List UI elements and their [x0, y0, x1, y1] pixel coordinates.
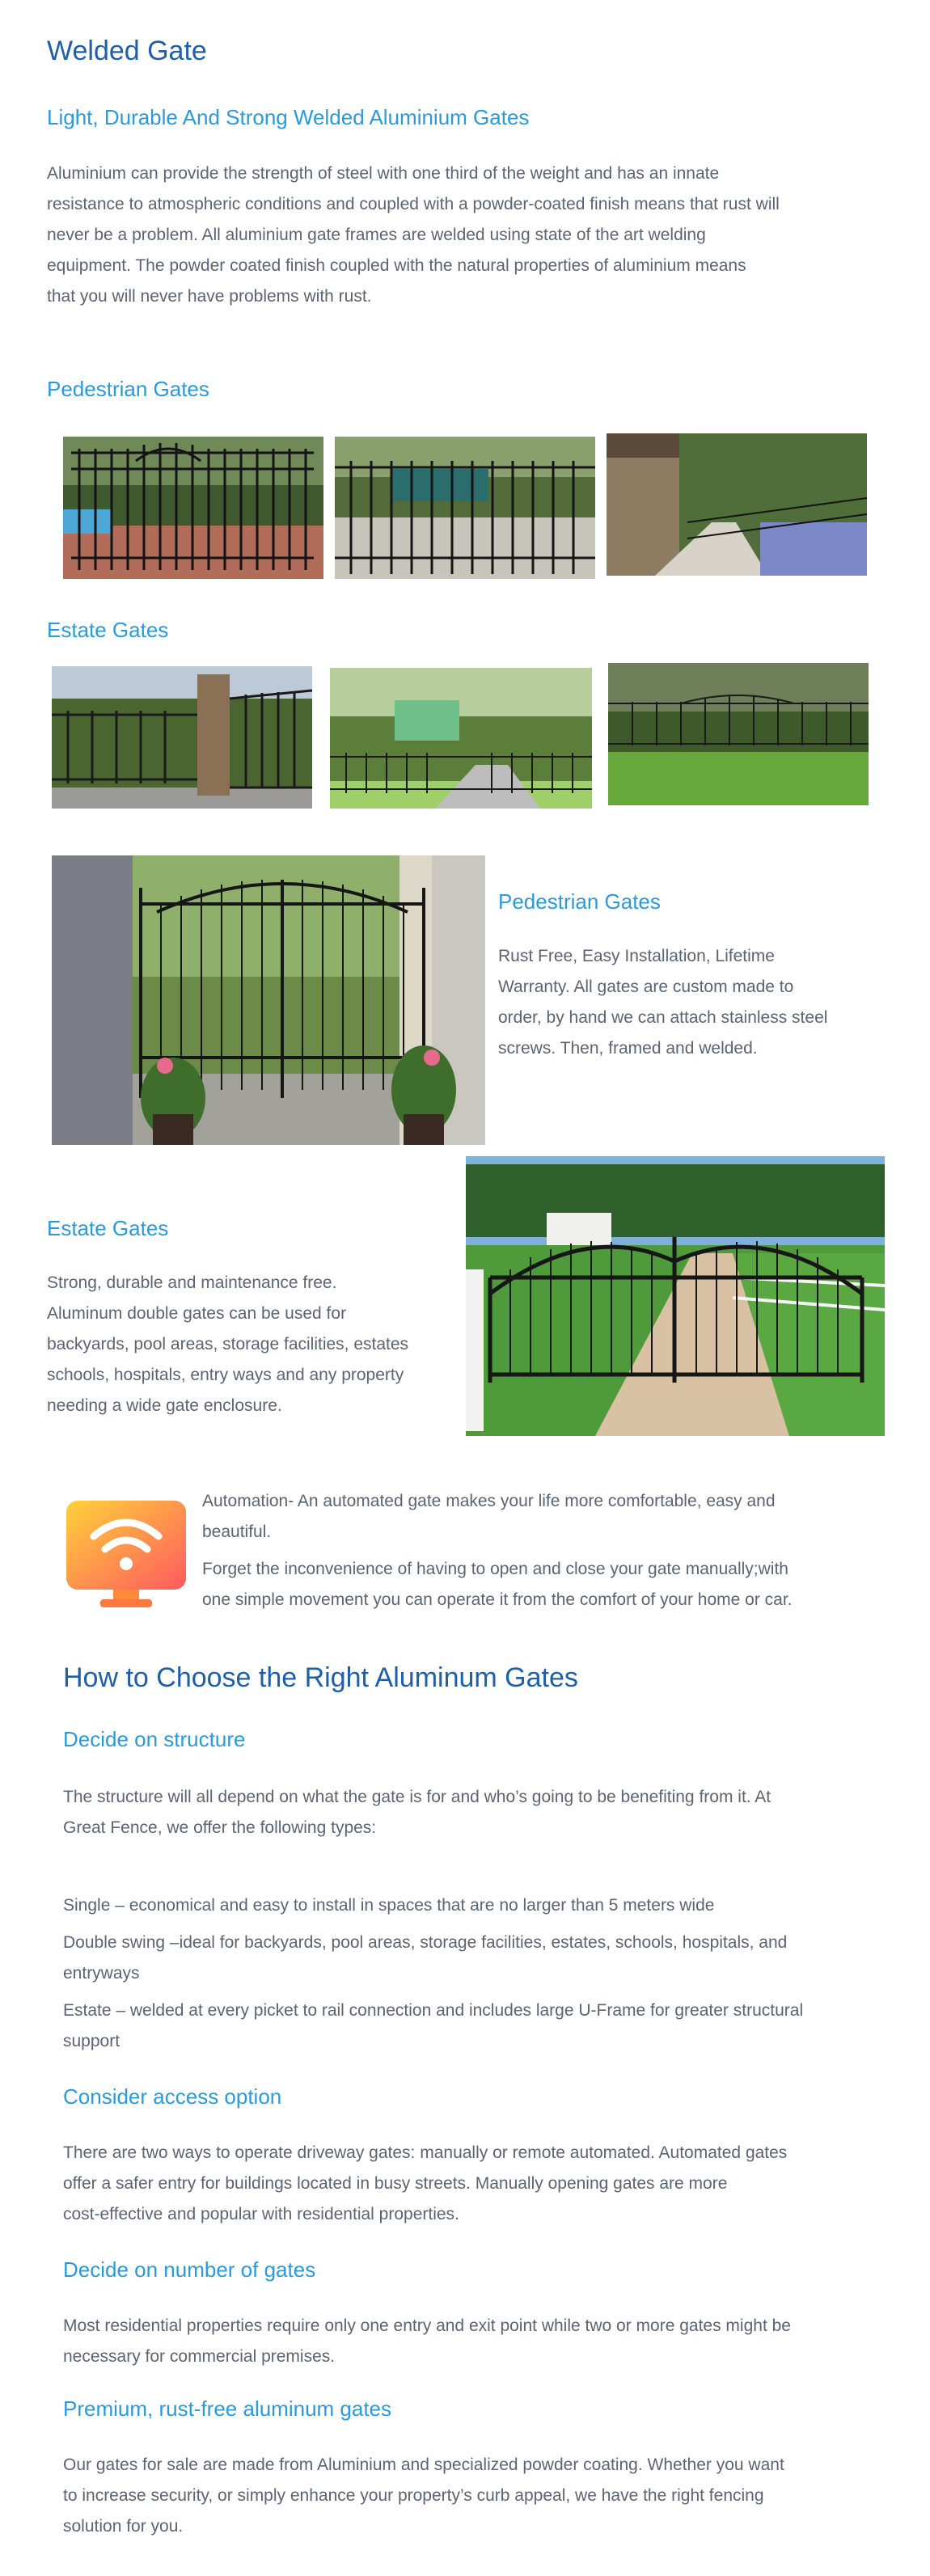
intro-line: equipment. The powder coated finish coupled with the natural properties of aluminium means — [47, 256, 746, 275]
page-subtitle: Light, Durable And Strong Welded Aluminium Gates — [47, 105, 530, 129]
automation-line: one simple movement you can operate it from the comfort of your home or car. — [202, 1590, 793, 1609]
feature-estate-line: Aluminum double gates can be used for — [47, 1304, 347, 1323]
pedestrian-gate-photo-3 — [607, 433, 867, 576]
intro-line: never be a problem. All aluminium gate frames are welded using state of the art welding — [47, 226, 706, 244]
premium-heading: Premium, rust-free aluminum gates — [63, 2397, 392, 2421]
automation-line: beautiful. — [202, 1522, 272, 1541]
feature-estate-line: needing a wide gate enclosure. — [47, 1396, 282, 1415]
intro-line: resistance to atmospheric conditions and coupled with a powder-coated finish means that rust will — [47, 195, 780, 213]
access-text: There are two ways to operate driveway gates: manually or remote automated. Automated gates — [63, 2143, 788, 2162]
structure-type-estate: Estate – welded at every picket to rail connection and includes large U-Frame for greater structural — [63, 2001, 804, 2020]
feature-pedestrian-heading: Pedestrian Gates — [498, 889, 661, 914]
premium-text: Our gates for sale are made from Aluminium and specialized powder coating. Whether you want — [63, 2456, 784, 2474]
structure-type-estate: support — [63, 2032, 120, 2050]
estate-gate-feature-photo — [466, 1156, 885, 1436]
access-heading: Consider access option — [63, 2084, 282, 2109]
feature-pedestrian-line: screws. Then, framed and welded. — [498, 1039, 758, 1058]
pedestrian-gate-feature-photo — [52, 855, 485, 1145]
number-text: Most residential properties require only one entry and exit point while two or more gates might be — [63, 2316, 791, 2335]
number-heading: Decide on number of gates — [63, 2257, 316, 2282]
intro-line: that you will never have problems with rust. — [47, 287, 372, 306]
intro-line: Aluminium can provide the strength of steel with one third of the weight and has an innate — [47, 164, 720, 183]
structure-type-single: Single – economical and easy to install in spaces that are no larger than 5 meters wide — [63, 1896, 715, 1915]
feature-estate-line: backyards, pool areas, storage facilities, estates — [47, 1335, 409, 1353]
feature-pedestrian-line: Rust Free, Easy Installation, Lifetime — [498, 947, 775, 965]
structure-text: Great Fence, we offer the following types: — [63, 1818, 377, 1837]
feature-pedestrian-line: Warranty. All gates are custom made to — [498, 978, 794, 996]
estate-gate-photo-1 — [52, 666, 312, 809]
automation-line: Forget the inconvenience of having to open and close your gate manually;with — [202, 1560, 788, 1578]
estate-gate-photo-3 — [608, 663, 869, 805]
guide-title: How to Choose the Right Aluminum Gates — [63, 1662, 578, 1693]
premium-text: solution for you. — [63, 2517, 184, 2536]
wifi-monitor-icon — [65, 1499, 188, 1609]
feature-pedestrian-line: order, by hand we can attach stainless steel — [498, 1008, 828, 1027]
automation-line: Automation- An automated gate makes your life more comfortable, easy and — [202, 1492, 776, 1510]
pedestrian-gate-photo-1 — [63, 437, 323, 579]
pedestrian-gate-photo-2 — [335, 437, 595, 579]
page-title: Welded Gate — [47, 36, 207, 66]
feature-estate-line: Strong, durable and maintenance free. — [47, 1273, 337, 1292]
feature-estate-heading: Estate Gates — [47, 1216, 169, 1240]
number-text: necessary for commercial premises. — [63, 2347, 336, 2366]
estate-gate-photo-2 — [330, 668, 592, 809]
pedestrian-gallery-heading: Pedestrian Gates — [47, 377, 209, 401]
feature-estate-line: schools, hospitals, entry ways and any property — [47, 1366, 404, 1384]
structure-heading: Decide on structure — [63, 1727, 246, 1751]
access-text: offer a safer entry for buildings located in busy streets. Manually opening gates are more — [63, 2174, 728, 2193]
premium-text: to increase security, or simply enhance your property’s curb appeal, we have the right fencing — [63, 2486, 764, 2505]
structure-type-double: Double swing –ideal for backyards, pool areas, storage facilities, estates, schools, hospitals, and — [63, 1933, 788, 1952]
structure-type-double: entryways — [63, 1964, 140, 1983]
estate-gallery-heading: Estate Gates — [47, 618, 169, 642]
structure-text: The structure will all depend on what the gate is for and who’s going to be benefiting from it. At — [63, 1788, 771, 1806]
access-text: cost-effective and popular with residential properties. — [63, 2205, 459, 2223]
